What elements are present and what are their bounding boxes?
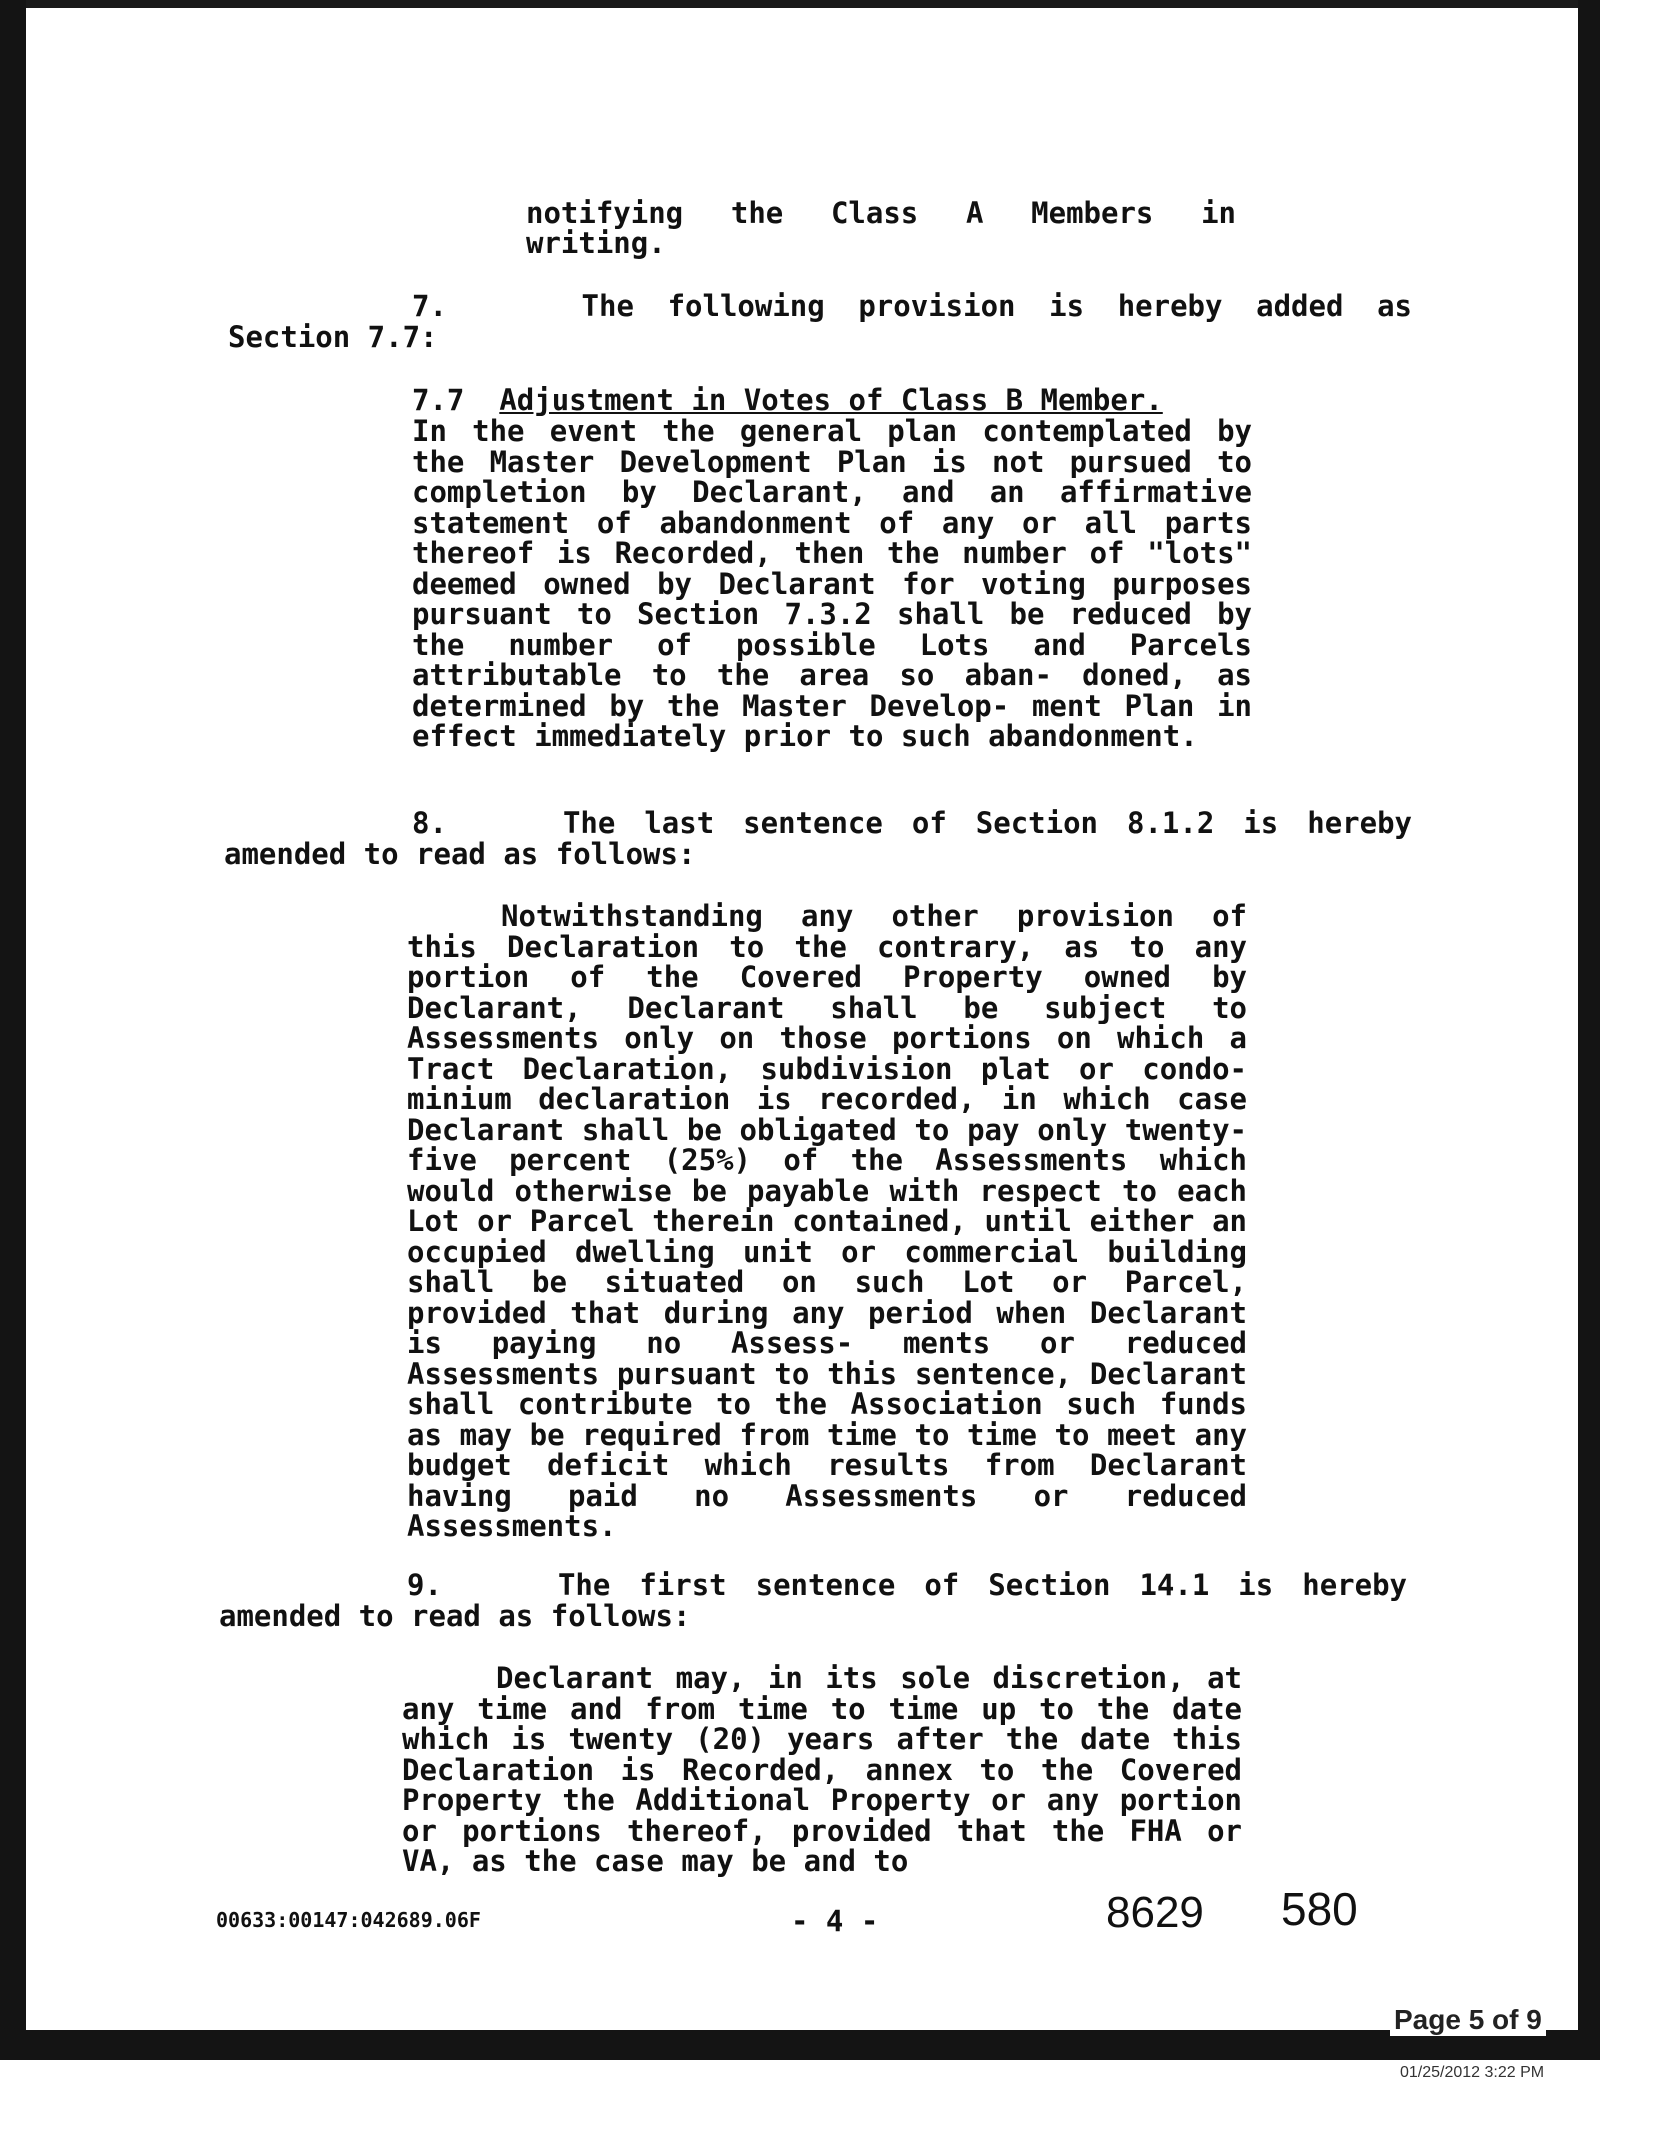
item-7-intro-cont: Section 7.7:: [228, 320, 438, 354]
scan-border-top: [0, 0, 1600, 8]
recording-page-number: 580: [1281, 1883, 1358, 1935]
scan-timestamp: 01/25/2012 3:22 PM: [1400, 2064, 1545, 2081]
section-7-7: [412, 385, 1252, 416]
item-8-intro: 8. The last sentence of Section 8.1.2 is hereby: [412, 806, 1412, 840]
section-7-7-heading: Adjustment in Votes of Class B Member.: [499, 383, 1163, 417]
section-7-7-body: In the event the general plan contemplated by the Master Development Plan is not pursued to completion by Declarant, and an affirmative statement of abandonment of any or all parts thereof is Recorded, then the number of "lots" deemed owned by Declarant for voting purposes pursuant to Section 7.3.2 shall be reduced by the number of possible Lots and Parcels attributable to the area so aban- doned, as determined by the Master Develop- ment Plan in effect immediately prior to such abandonment.: [412, 414, 1252, 753]
item-9-quote: Declarant may, in its sole discretion, at any time and from time to time up to the date which is twenty (20) years after the date this Declaration is Recorded, annex to the Covered Property the Additional Property or any portion or portions thereof, provided that the FHA or VA, as the case may be and to: [402, 1661, 1242, 1878]
item-8-quote: Notwithstanding any other provision of this Declaration to the contrary, as to any portion of the Covered Property owned by Declarant, Declarant shall be subject to Assessments only on those portions on which a Tract Declaration, subdivision plat or condo- minium declaration is recorded, in which case Declarant shall be obligated to pay only twenty-five percent (25%) of the Assessments which would otherwise be payable with respect to each Lot or Parcel therein contained, until either an occupied dwelling unit or commercial building shall be situated on such Lot or Parcel, provided that during any period when Declarant is paying no Assess- ments or reduced Assessments pursuant to this sentence, Declarant shall contribute to the Association such funds as may be required from time to time to meet any budget deficit which results from Declarant having paid no Assessments or reduced Assessments.: [407, 899, 1247, 1543]
document-page: [26, 8, 1578, 2030]
scan-border-left: [0, 0, 26, 2060]
item-8-intro-cont: amended to read as follows:: [224, 837, 696, 871]
item-9-intro: 9. The first sentence of Section 14.1 is hereby: [407, 1568, 1407, 1602]
fragment-line-1: notifying the Class A Members in: [526, 196, 1236, 230]
section-7-7-number: 7.7: [412, 383, 465, 417]
scan-border-right: [1578, 0, 1600, 2060]
fragment-line-2: writing.: [526, 226, 666, 260]
scan-page-counter: Page 5 of 9: [1390, 2004, 1546, 2036]
footer-page-number: - 4 -: [791, 1904, 879, 1938]
footer-file-id: 00633:00147:042689.06F: [216, 1908, 481, 1932]
scan-border-bottom: [0, 2030, 1600, 2060]
item-7-intro: 7. The following provision is hereby added as: [412, 289, 1412, 323]
item-9-intro-cont: amended to read as follows:: [219, 1599, 691, 1633]
recording-book-number: 8629: [1106, 1888, 1204, 1937]
